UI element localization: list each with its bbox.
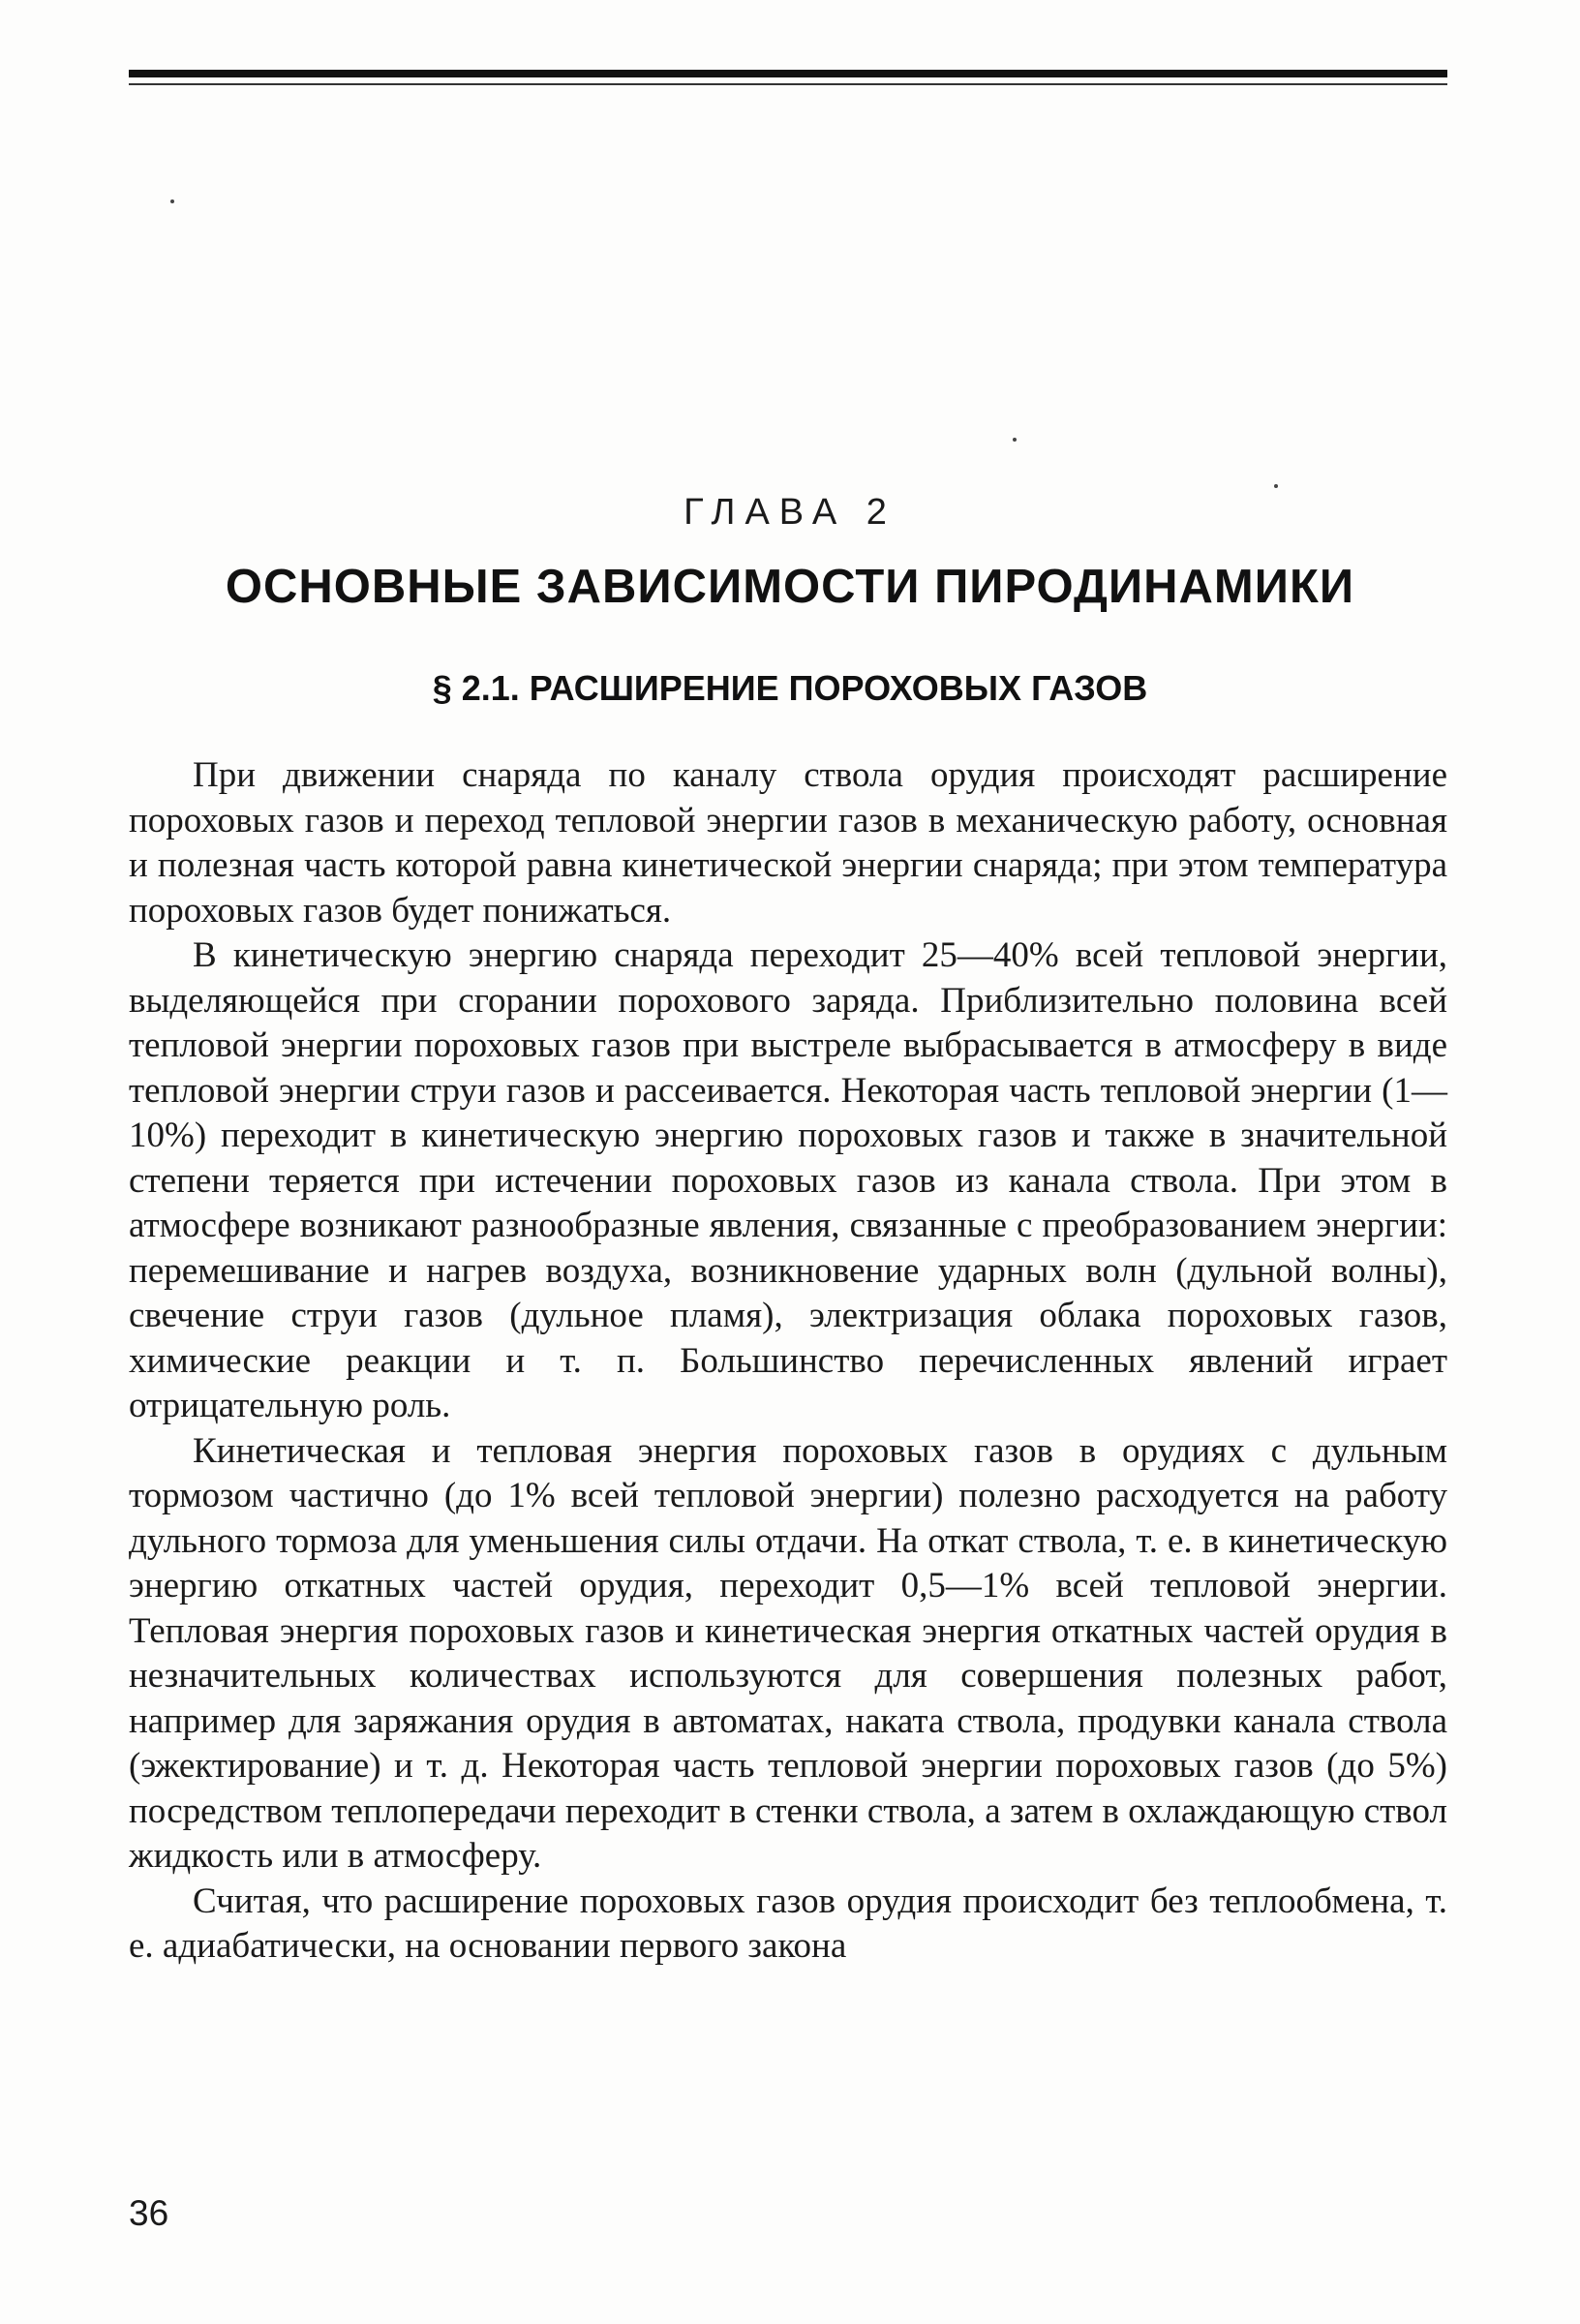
scan-speck xyxy=(1013,438,1017,442)
paragraph: При движении снаряда по каналу ствола орудия происходят расширение пороховых газов и переход тепловой энергии газов в механическую работу, основная и полезная часть которой равна кинетической энергии снаряда; при этом температура пороховых газов будет понижаться. xyxy=(129,755,1447,931)
paragraph: В кинетическую энергию снаряда переходит 25—40% всей тепловой энергии, выделяющейся при сгорании порохового заряда. Приблизительно половина всей тепловой энергии пороховых газов при выстреле выбрасывается в атмосферу в виде тепловой энергии струи газов и рассеивается. Некоторая часть тепловой энергии (1—10%) переходит в кинетическую энергию пороховых газов и также в значительной степени теряется при истечении пороховых газов из канала ствола. При этом в атмосфере возникают разнообразные явления, связанные с преобразованием энергии: перемешивание и нагрев воздуха, возникновение ударных волн (дульной волны), свечение струи газов (дульное пламя), электризация облака пороховых газов, химические реакции и т. п. Большинство перечисленных явлений играет отрицательную роль. xyxy=(129,935,1447,1425)
paragraph: Считая, что расширение пороховых газов орудия происходит без теплообмена, т. е. адиабатически, на основании первого закона xyxy=(129,1881,1447,1966)
scan-speck xyxy=(1274,484,1278,488)
paragraph: Кинетическая и тепловая энергия пороховых газов в орудиях с дульным тормозом частично (до 1% всей тепловой энергии) полезно расходуется на работу дульного тормоза для уменьшения силы отдачи. На откат ствола, т. е. в кинетическую энергию откатных частей орудия, переходит 0,5—1% всей тепловой энергии. Тепловая энергия пороховых газов и кинетическая энергия откатных частей орудия в незначительных количествах используются для совершения полезных работ, например для заряжания орудия в автоматах, наката ствола, продувки канала ствола (эжектирование) и т. д. Некоторая часть тепловой энергии пороховых газов (до 5%) посредством теплопередачи переходит в стенки ствола, а затем в охлаждающую ствол жидкость или в атмосферу. xyxy=(129,1430,1447,1876)
chapter-label: ГЛАВА 2 xyxy=(684,492,896,533)
top-rule xyxy=(129,70,1447,77)
page-number: 36 xyxy=(129,2193,169,2233)
section-title: § 2.1. РАСШИРЕНИЕ ПОРОХОВЫХ ГАЗОВ xyxy=(432,668,1148,708)
top-rule-thin xyxy=(129,83,1447,85)
chapter-title: ОСНОВНЫЕ ЗАВИСИМОСТИ ПИРОДИНАМИКИ xyxy=(225,561,1355,613)
scan-speck xyxy=(170,199,174,203)
body-text xyxy=(129,753,1447,1970)
